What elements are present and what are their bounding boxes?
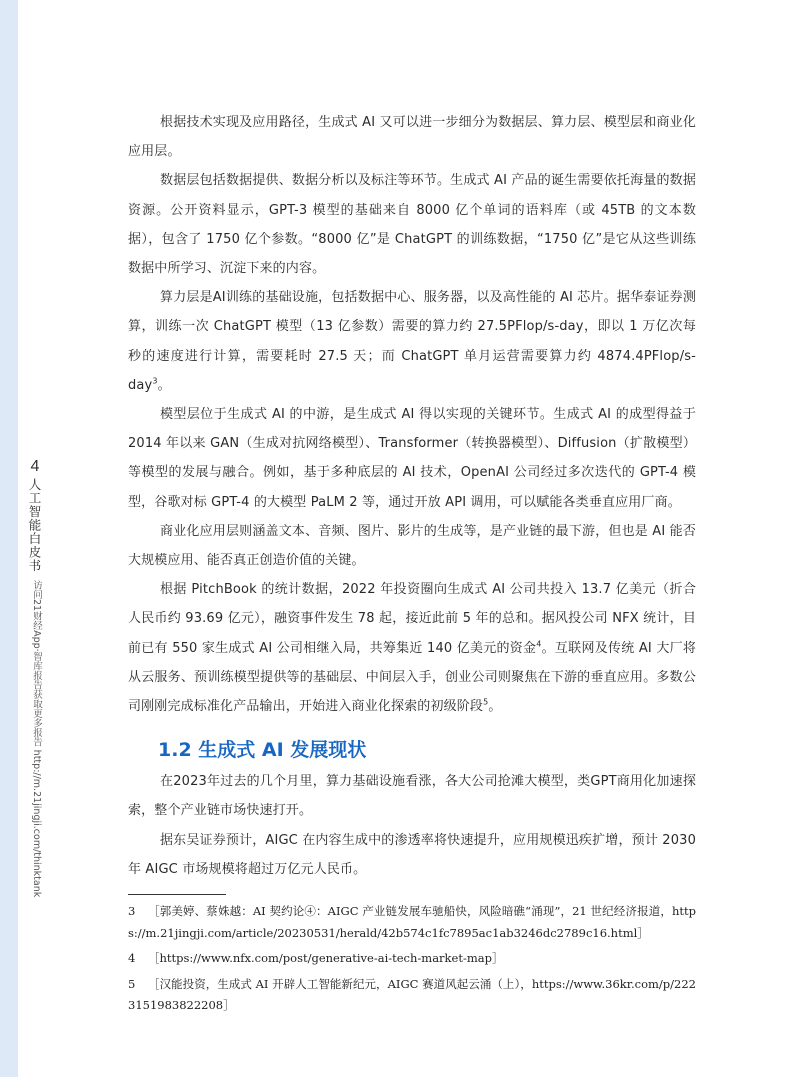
side-visit-text: 访问21财经App·智库报告获取更多报告 http://m.21jingji.com/thinktank	[31, 580, 42, 898]
paragraph-3-text: 算力层是AI训练的基础设施，包括数据中心、服务器，以及高性能的 AI 芯片。据华泰证券测算，训练一次 ChatGPT 模型（13 亿参数）需要的算力约 27.5PFlop/s-day，即以 1 万亿次每秒的速度进行计算，需要耗时 27.5 天；而 ChatGPT 单月运营需要算力约 4874.4PFlop/s-day	[128, 290, 696, 393]
section-paragraph-2: 据东吴证券预计，AIGC 在内容生成中的渗透率将快速提升，应用规模迅疾扩增，预计 2030 年 AIGC 市场规模将超过万亿元人民币。	[128, 832, 696, 877]
footnote-text[interactable]: ［https://www.nfx.com/post/generative-ai-tech-market-map］	[148, 951, 504, 966]
footnote-3	[128, 901, 696, 944]
paragraph-6: 根据 PitchBook 的统计数据，2022 年投资圈向生成式 AI 公司共投入 13.7 亿美元（折合人民币约 93.69 亿元），融资事件发生 78 起，接近此前 5 年的总和。据风投公司 NFX 统计，目前已有 550 家生成式 AI 公司相继入局，共筹集近 140 亿美元的资金$^4$。互联网及传统 AI 大厂将从云服务、预训练模型提供等的基础层、中间层入手，创业公司则聚焦在下游的垂直应用。多数公司刚刚完成标准化产品输出，开始进入商业化探索的初级阶段$^5$。	[128, 582, 696, 715]
side-color-strip	[0, 0, 18, 1077]
footnote-text[interactable]: ［汉能投资，生成式 AI 开辟人工智能新纪元，AIGC 赛道风起云涌（上），https://www.36kr.com/p/2223151983822208］	[128, 976, 696, 1013]
footnote-text[interactable]: ［郭美婷、蔡姝越：AI 契约论④：AIGC 产业链发展车驰船快，风险暗礁“涌现”，21 世纪经济报道，https://m.21jingji.com/article/20230531/herald/42b574c1fc7895ac1ab3246dc2789c16.html］	[128, 904, 696, 940]
paragraph-4: 模型层位于生成式 AI 的中游，是生成式 AI 得以实现的关键环节。生成式 AI 的成型得益于 2014 年以来 GAN（生成对抗网络模型）、Transformer（转换器模型）、Diffusion（扩散模型）等模型的发展与融合。例如，基于多种底层的 AI 技术，OpenAI 公司经过多次迭代的 GPT-4 模型，谷歌对标 GPT-4 的大模型 PaLM 2 等，通过开放 API 调用，可以赋能各类垂直应用厂商。	[128, 407, 696, 510]
paragraph-2: 数据层包括数据提供、数据分析以及标注等环节。生成式 AI 产品的诞生需要依托海量的数据资源。公开资料显示，GPT-3 模型的基础来自 8000 亿个单词的语料库（或 45TB 的文本数据），包含了 1750 亿个参数。“8000 亿”是 ChatGPT 的训练数据，“1750 亿”是它从这些训练数据中所学习、沉淀下来的内容。	[128, 173, 696, 277]
footnote-4	[128, 948, 696, 970]
paragraph-6-text-a: 根据 PitchBook 的统计数据，2022 年投资圈向生成式 AI 公司共投入 13.7 亿美元（折合人民币约 93.69 亿元），融资事件发生 78 起，接近此前 5 年的总和。据风投公司 NFX 统计，目前已有 550 家生成式 AI 公司相继入局，共筹集近 140 亿美元的资金	[128, 582, 696, 656]
section-title: 1.2 生成式 AI 发展现状	[158, 739, 367, 762]
footnote-ref-3[interactable]: 3	[152, 376, 158, 386]
footnote-ref-5[interactable]: 5	[483, 697, 489, 707]
main-content	[128, 108, 696, 1021]
footnote-divider	[128, 894, 226, 895]
paragraph-1: 根据技术实现及应用路径，生成式 AI 又可以进一步细分为数据层、算力层、模型层和商业化应用层。	[128, 115, 696, 160]
book-title: 人工智能白皮书	[27, 478, 42, 573]
footnotes	[128, 901, 696, 1017]
page-number: 4	[30, 458, 40, 475]
section-paragraph-1: 在2023年过去的几个月里，算力基础设施看涨，各大公司抢滩大模型，类GPT商用化加速探索，整个产业链市场快速打开。	[128, 774, 696, 819]
paragraph-5: 商业化应用层则涵盖文本、音频、图片、影片的生成等，是产业链的最下游，但也是 AI 能否大规模应用、能否真正创造价值的关键。	[128, 523, 696, 569]
footnote-number: 3	[128, 904, 136, 919]
footnote-5	[128, 974, 696, 1017]
footnote-number: 5	[128, 976, 136, 991]
footnote-number: 4	[128, 951, 136, 966]
paragraph-3: 算力层是AI训练的基础设施，包括数据中心、服务器，以及高性能的 AI 芯片。据华泰证券测算，训练一次 ChatGPT 模型（13 亿参数）需要的算力约 27.5PFlop/s-day，即以 1 万亿次每秒的速度进行计算，需要耗时 27.5 天；而 ChatGPT 单月运营需要算力约 4874.4PFlop/s-day$^3$。	[128, 290, 696, 393]
paragraph-6-text-b: 。互联网及传统 AI 大厂将从云服务、预训练模型提供等的基础层、中间层入手，创业公司则聚焦在下游的垂直应用。多数公司刚刚完成标准化产品输出，开始进入商业化探索的初级阶段	[128, 640, 696, 715]
footnote-ref-4[interactable]: 4	[536, 639, 542, 649]
